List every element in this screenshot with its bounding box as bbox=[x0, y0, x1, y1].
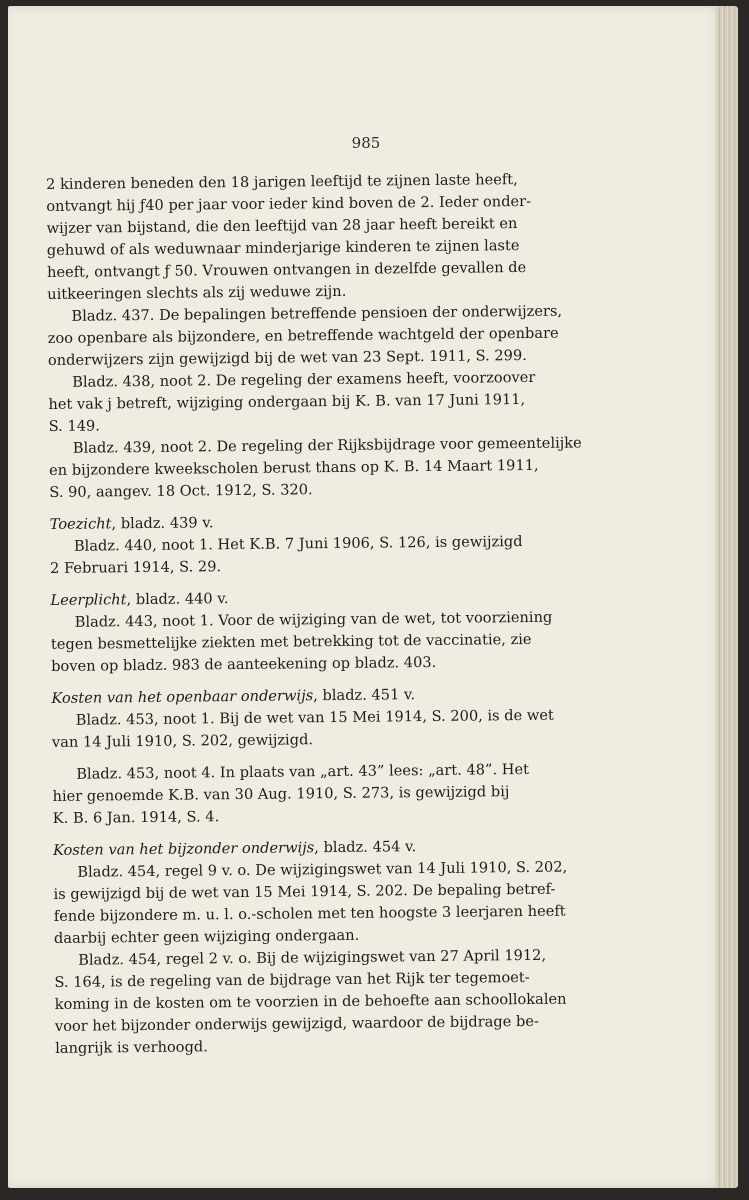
book-page bbox=[8, 6, 724, 1188]
text-line: daarbij echter geen wijziging ondergaan. bbox=[53, 926, 360, 947]
text-line: boven op bladz. 983 de aanteekening op bladz. 403. bbox=[51, 653, 437, 675]
text-line: S. 164, is de regeling van de bijdrage van het Rijk ter tegemoet- bbox=[54, 968, 530, 991]
text-line: tegen besmettelijke ziekten met betrekking tot de vaccinatie, zie bbox=[50, 630, 532, 653]
text-line: 2 kinderen beneden den 18 jarigen leeftijd te zijnen laste heeft, bbox=[46, 171, 518, 193]
text-line: Bladz. 454, regel 9 v. o. De wijzigingswet van 14 Juli 1910, S. 202, bbox=[77, 858, 568, 881]
paragraph-bladz-439 bbox=[49, 432, 610, 504]
text-line: Bladz. 437. De bepalingen betreffende pensioen der onderwijzers, bbox=[71, 302, 563, 325]
section-kosten-bijzonder bbox=[53, 834, 615, 1060]
paragraph-bladz-438 bbox=[48, 366, 609, 438]
heading-italic: Kosten van het openbaar onderwijs bbox=[51, 687, 314, 707]
text-line: wijzer van bijstand, die den leeftijd van 28 jaar heeft bereikt en bbox=[46, 215, 518, 237]
text-line: uitkeeringen slechts als zij weduwe zijn. bbox=[47, 282, 347, 303]
text-line: zoo openbare als bijzondere, en betreffende wachtgeld der openbare bbox=[47, 324, 559, 347]
paragraph-bladz-437 bbox=[47, 300, 608, 372]
page-number: 985 bbox=[351, 134, 381, 152]
text-line: heeft, ontvangt ƒ 50. Vrouwen ontvangen in dezelfde gevallen de bbox=[46, 258, 527, 281]
text-line: Bladz. 440, noot 1. Het K.B. 7 Juni 1906, S. 126, is gewijzigd bbox=[73, 533, 523, 555]
paragraph-pension-children bbox=[46, 168, 607, 306]
section-kosten-openbaar bbox=[51, 682, 612, 830]
text-line: voor het bijzonder onderwijs gewijzigd, waardoor de bijdrage be- bbox=[54, 1012, 540, 1035]
text-line: ontvangt hij ƒ40 per jaar voor ieder kind boven de 2. Ieder onder- bbox=[46, 192, 532, 215]
text-line: het vak j betreft, wijziging ondergaan bij K. B. van 17 Juni 1911, bbox=[48, 390, 526, 413]
text-line: Bladz. 453, noot 1. Bij de wet van 15 Mei 1914, S. 200, is de wet bbox=[75, 706, 554, 729]
section-toezicht bbox=[50, 508, 611, 580]
text-line: en bijzondere kweekscholen berust thans op K. B. 14 Maart 1911, bbox=[49, 456, 539, 479]
text-line: K. B. 6 Jan. 1914, S. 4. bbox=[52, 808, 220, 827]
text-line: hier genoemde K.B. van 30 Aug. 1910, S. 273, is gewijzigd bij bbox=[52, 783, 510, 805]
page-edge-stack bbox=[716, 6, 738, 1188]
text-line: S. 149. bbox=[48, 417, 100, 435]
heading-italic: Kosten van het bijzonder onderwijs bbox=[52, 839, 315, 859]
section-leerplicht bbox=[50, 584, 611, 678]
heading-rest: , bladz. 454 v. bbox=[314, 838, 417, 857]
text-line: S. 90, aangev. 18 Oct. 1912, S. 320. bbox=[49, 481, 313, 501]
heading-rest: , bladz. 451 v. bbox=[313, 686, 416, 705]
text-line: 2 Februari 1914, S. 29. bbox=[50, 558, 222, 577]
text-line: Bladz. 453, noot 4. In plaats van „art. 43” lees: „art. 48”. Het bbox=[76, 760, 530, 783]
text-line: Bladz. 439, noot 2. De regeling der Rijksbijdrage voor gemeentelijke bbox=[72, 434, 582, 457]
page-body bbox=[46, 168, 615, 1060]
text-line: gehuwd of als weduwnaar minderjarige kinderen te zijnen laste bbox=[46, 237, 520, 259]
text-line: fende bijzondere m. u. l. o.-scholen met ten hoogste 3 leerjaren heeft bbox=[53, 902, 566, 925]
text-line: Bladz. 443, noot 1. Voor de wijziging van de wet, tot voorziening bbox=[74, 608, 553, 631]
heading-rest: , bladz. 440 v. bbox=[126, 590, 229, 609]
heading-rest: , bladz. 439 v. bbox=[111, 514, 214, 533]
text-line: Bladz. 438, noot 2. De regeling der examens heeft, voorzoover bbox=[72, 368, 536, 391]
text-line: onderwijzers zijn gewijzigd bij de wet van 23 Sept. 1911, S. 299. bbox=[47, 346, 527, 369]
text-line: is gewijzigd bij de wet van 15 Mei 1914, S. 202. De bepaling betref- bbox=[53, 880, 556, 903]
heading-italic: Leerplicht bbox=[50, 591, 127, 609]
text-line: van 14 Juli 1910, S. 202, gewijzigd. bbox=[51, 731, 314, 751]
text-line: Bladz. 454, regel 2 v. o. Bij de wijzigingswet van 27 April 1912, bbox=[78, 946, 547, 969]
text-line: koming in de kosten om te voorzien in de behoefte aan schoollokalen bbox=[54, 990, 567, 1013]
text-line: langrijk is verhoogd. bbox=[55, 1038, 208, 1057]
heading-italic: Toezicht bbox=[49, 515, 112, 533]
